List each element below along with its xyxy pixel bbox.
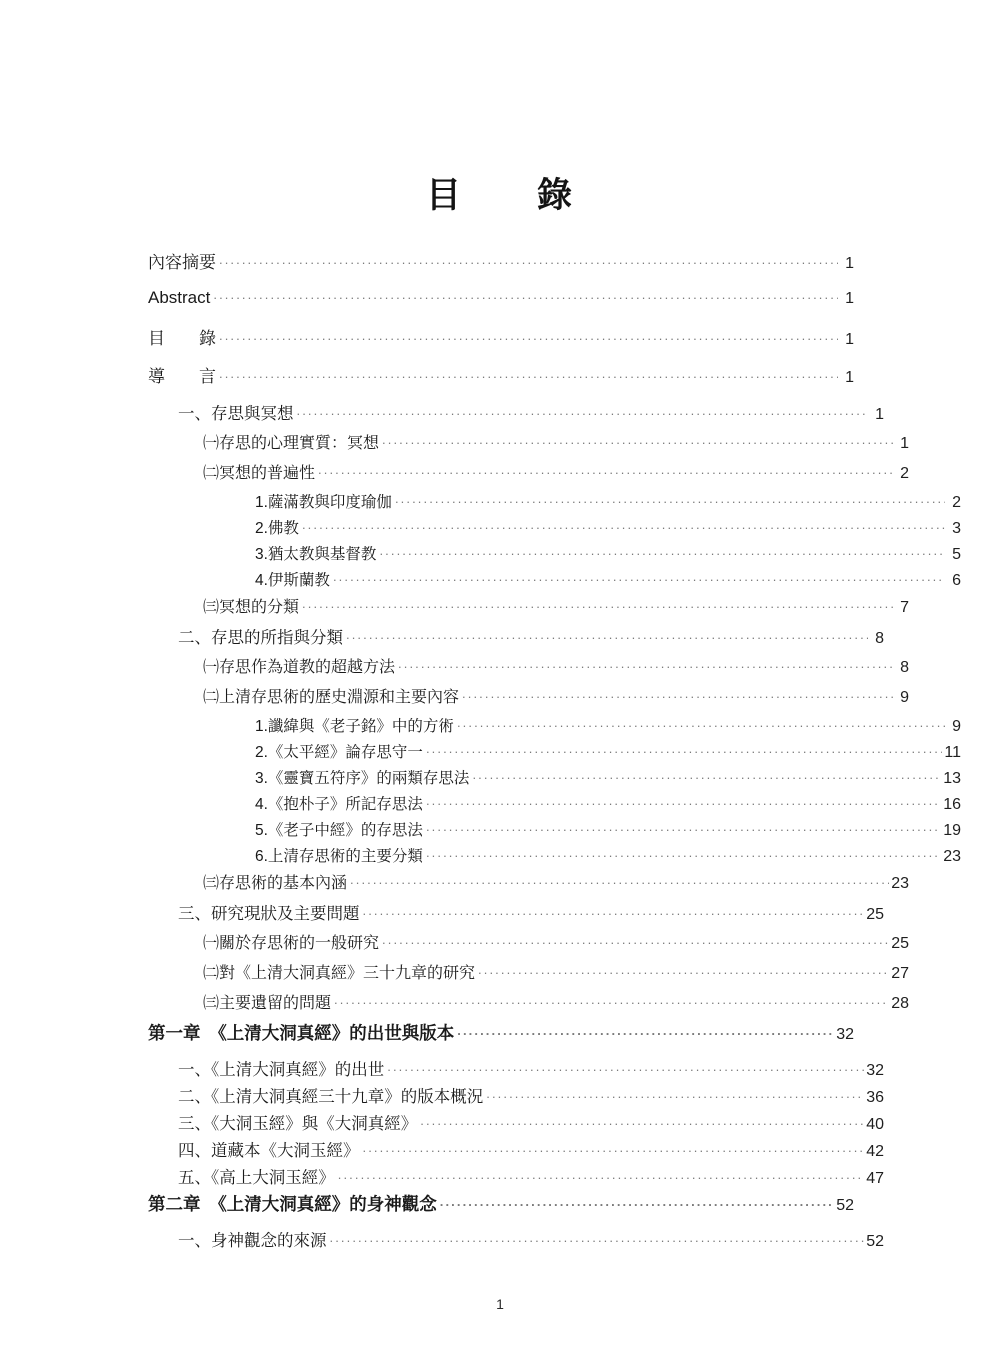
dot-leader <box>219 251 838 268</box>
dot-leader <box>457 1022 834 1040</box>
toc-entry[interactable] <box>148 324 854 362</box>
toc-entry-page-number: 28 <box>891 995 909 1012</box>
toc-entry[interactable] <box>148 516 961 542</box>
dot-leader <box>213 286 838 303</box>
toc-entry-page-number: 32 <box>866 1062 884 1079</box>
toc-entry-page-number: 19 <box>943 822 961 839</box>
toc-entry[interactable] <box>148 624 884 654</box>
toc-entry-label: 內容摘要 <box>148 253 216 272</box>
dot-leader <box>395 492 945 508</box>
toc-entry[interactable] <box>148 568 961 594</box>
toc-entry-label: 一、存思與冥想 <box>178 405 294 423</box>
toc-entry-label: ㈢存思術的基本內涵 <box>203 875 348 892</box>
toc-entry[interactable] <box>148 1137 884 1164</box>
toc-entry-label: 第二章 《上清大洞真經》的身神觀念 <box>148 1194 437 1214</box>
toc-entry-label: 3.猶太教與基督教 <box>255 546 377 563</box>
toc-entry-page-number: 32 <box>836 1026 854 1043</box>
toc-entry[interactable] <box>148 1020 854 1056</box>
dot-leader <box>426 846 941 862</box>
dot-leader <box>426 820 941 836</box>
toc-entry-page-number: 52 <box>866 1233 884 1250</box>
dot-leader <box>330 1230 865 1247</box>
toc-entry[interactable] <box>148 818 961 844</box>
toc-entry[interactable] <box>148 714 961 740</box>
toc-entry-page-number: 3 <box>952 520 961 537</box>
toc-entry-page-number: 47 <box>866 1170 884 1187</box>
toc-entry-label: 目 錄 <box>148 329 216 348</box>
toc-entry[interactable] <box>148 248 854 286</box>
toc-entry-label: 5.《老子中經》的存思法 <box>255 822 423 839</box>
toc-entry-label: 3.《靈寶五符序》的兩類存思法 <box>255 770 470 787</box>
dot-leader <box>350 872 889 888</box>
toc-entry-label: 二、《上清大洞真經三十九章》的版本概況 <box>178 1088 484 1106</box>
toc-entry[interactable] <box>148 1083 884 1110</box>
toc-entry-page-number: 40 <box>866 1116 884 1133</box>
toc-entry-label: 6.上清存思術的主要分類 <box>255 848 423 865</box>
dot-leader <box>398 656 893 672</box>
toc-entry-label: ㈢主要遺留的問題 <box>203 995 332 1012</box>
toc-entry-page-number: 23 <box>943 848 961 865</box>
toc-entry-page-number: 52 <box>836 1197 854 1214</box>
toc-entry-label: 2.佛教 <box>255 520 299 537</box>
toc-entry[interactable] <box>148 1227 884 1254</box>
toc-entry-label: ㈡上清存思術的歷史淵源和主要內容 <box>203 689 460 706</box>
dot-leader <box>457 716 945 732</box>
toc-entry[interactable] <box>148 460 909 490</box>
toc-entry-label: ㈢冥想的分類 <box>203 599 300 616</box>
toc-entry-page-number: 27 <box>891 965 909 982</box>
toc-entry-label: ㈠存思作為道教的超越方法 <box>203 659 396 676</box>
toc-entry-page-number: 1 <box>845 290 854 307</box>
toc-list <box>148 248 961 1254</box>
toc-entry-page-number: 25 <box>866 906 884 923</box>
toc-entry-page-number: 8 <box>900 659 909 676</box>
toc-entry-page-number: 16 <box>943 796 961 813</box>
toc-entry[interactable] <box>148 990 909 1020</box>
dot-leader <box>334 992 889 1008</box>
toc-entry-label: 4.伊斯蘭教 <box>255 572 330 589</box>
toc-entry[interactable] <box>148 1110 884 1137</box>
toc-entry[interactable] <box>148 960 909 990</box>
dot-leader <box>486 1086 864 1103</box>
toc-entry-label: 導 言 <box>148 367 216 386</box>
toc-entry[interactable] <box>148 684 909 714</box>
toc-entry-page-number: 13 <box>943 770 961 787</box>
toc-entry-label: 1.讖緯與《老子銘》中的方術 <box>255 718 454 735</box>
toc-entry[interactable] <box>148 286 854 324</box>
page-title: 目 錄 <box>425 176 574 215</box>
toc-entry-label: 三、研究現狀及主要問題 <box>178 905 360 923</box>
dot-leader <box>363 903 865 920</box>
toc-entry-label: ㈠存思的心理實質：冥想 <box>203 435 380 452</box>
dot-leader <box>302 518 945 534</box>
toc-entry[interactable] <box>148 490 961 516</box>
toc-entry-page-number: 1 <box>845 255 854 272</box>
dot-leader <box>462 686 893 702</box>
toc-entry-page-number: 8 <box>875 630 884 647</box>
toc-entry-label: 4.《抱朴子》所記存思法 <box>255 796 423 813</box>
toc-entry[interactable] <box>148 792 961 818</box>
dot-leader <box>219 365 838 382</box>
toc-entry-page-number: 11 <box>944 744 961 761</box>
toc-entry[interactable] <box>148 1164 884 1191</box>
dot-leader <box>478 962 889 978</box>
dot-leader <box>420 1113 864 1130</box>
dot-leader <box>426 742 942 758</box>
toc-entry-page-number: 1 <box>875 406 884 423</box>
toc-entry-page-number: 6 <box>952 572 961 589</box>
toc-entry[interactable] <box>148 740 961 766</box>
dot-leader <box>333 570 945 586</box>
toc-entry-label: 五、《高上大洞玉經》 <box>178 1169 335 1187</box>
toc-entry-page-number: 23 <box>891 875 909 892</box>
toc-entry[interactable] <box>148 400 884 430</box>
toc-entry-label: ㈡冥想的普遍性 <box>203 465 316 482</box>
dot-leader <box>379 544 945 560</box>
toc-entry[interactable] <box>148 766 961 792</box>
toc-entry[interactable] <box>148 844 961 870</box>
toc-entry-label: 四、道藏本《大洞玉經》 <box>178 1142 360 1160</box>
page-folio-number: 1 <box>496 1296 504 1312</box>
toc-entry[interactable] <box>148 654 909 684</box>
dot-leader <box>382 932 889 948</box>
toc-entry[interactable] <box>148 900 884 930</box>
dot-leader <box>297 403 869 420</box>
toc-entry-label: ㈠關於存思術的一般研究 <box>203 935 380 952</box>
toc-entry-page-number: 9 <box>952 718 961 735</box>
dot-leader <box>363 1140 865 1157</box>
dot-leader <box>346 627 868 644</box>
toc-entry-label: 第一章 《上清大洞真經》的出世與版本 <box>148 1023 455 1043</box>
toc-entry-label: 一、《上清大洞真經》的出世 <box>178 1061 385 1079</box>
toc-entry-page-number: 1 <box>845 331 854 348</box>
toc-entry[interactable] <box>148 870 909 900</box>
dot-leader <box>219 327 838 344</box>
toc-entry[interactable] <box>148 362 854 400</box>
dot-leader <box>338 1167 864 1184</box>
toc-entry-label: 二、存思的所指與分類 <box>178 629 343 647</box>
dot-leader <box>318 462 893 478</box>
dot-leader <box>302 596 893 612</box>
toc-entry[interactable] <box>148 542 961 568</box>
toc-entry-page-number: 2 <box>952 494 961 511</box>
dot-leader <box>426 794 941 810</box>
toc-entry[interactable] <box>148 1191 854 1227</box>
dot-leader <box>472 768 941 784</box>
toc-entry-label: 一、身神觀念的來源 <box>178 1232 327 1250</box>
toc-entry-page-number: 2 <box>900 465 909 482</box>
toc-entry-page-number: 7 <box>900 599 909 616</box>
toc-entry-label: ㈡對《上清大洞真經》三十九章的研究 <box>203 965 476 982</box>
toc-entry-page-number: 42 <box>866 1143 884 1160</box>
dot-leader <box>382 432 893 448</box>
toc-entry-label: 三、《大洞玉經》與《大洞真經》 <box>178 1115 418 1133</box>
toc-entry[interactable] <box>148 930 909 960</box>
toc-entry-label: Abstract <box>148 288 211 307</box>
toc-entry-page-number: 36 <box>866 1089 884 1106</box>
dot-leader <box>440 1193 834 1211</box>
toc-entry[interactable] <box>148 1056 884 1083</box>
toc-entry-page-number: 5 <box>952 546 961 563</box>
toc-entry[interactable] <box>148 430 909 460</box>
toc-entry-label: 1.薩滿教與印度瑜伽 <box>255 494 392 511</box>
toc-entry-page-number: 25 <box>891 935 909 952</box>
toc-entry-page-number: 9 <box>900 689 909 706</box>
toc-entry-page-number: 1 <box>900 435 909 452</box>
toc-entry-page-number: 1 <box>845 369 854 386</box>
toc-entry-label: 2.《太平經》論存思守一 <box>255 744 423 761</box>
dot-leader <box>387 1059 864 1076</box>
toc-entry[interactable] <box>148 594 909 624</box>
